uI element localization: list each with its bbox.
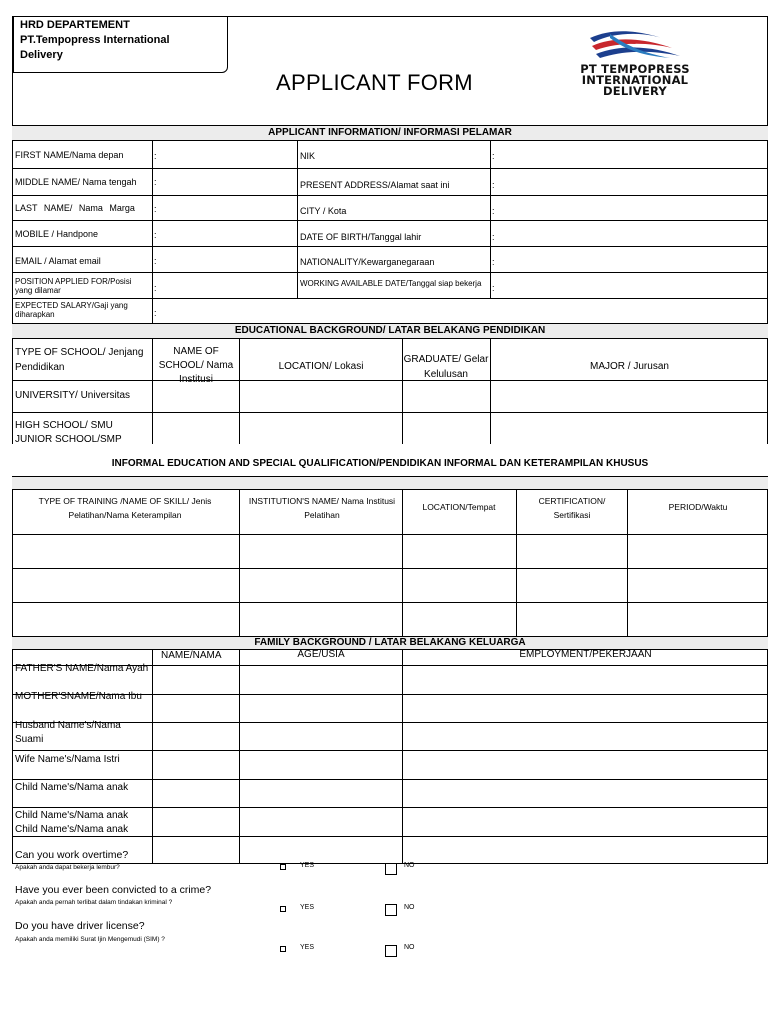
edu-header-location: LOCATION/ Lokasi [278,361,364,372]
family-header-name: NAME/NAMA [161,650,222,661]
family-row-child-3: Child Name's/Nama anak [15,824,129,835]
colon: : [492,232,495,242]
edu-row-university: UNIVERSITY/ Universitas [15,390,131,401]
colon: : [154,177,157,187]
license-yes-label: YES [300,944,315,951]
informal-header-institution: INSTITUTION'S NAME/ Nama Institusi Pelatihan [248,496,396,520]
working-available-date-label: WORKING AVAILABLE DATE/Tanggal siap bekerja [300,279,482,288]
question-crime: Have you ever been convicted to a crime? [15,884,212,896]
informal-section-title: INFORMAL EDUCATION AND SPECIAL QUALIFICATION/PENDIDIKAN INFORMAL DAN KETERAMPILAN KHUSUS [111,458,649,469]
edu-header-school-name: NAME OF SCHOOL/ Nama Institusi [158,346,234,385]
org-line-2: PT.Tempopress International [20,34,170,46]
colon: : [154,283,157,293]
overtime-yes-label: YES [300,862,315,869]
informal-header-training: TYPE OF TRAINING /NAME OF SKILL/ Jenis Pelatihan/Nama Keterampilan [38,496,212,520]
informal-section-band-shade [12,476,768,490]
family-row-wife: Wife Name's/Nama Istri [15,754,120,765]
position-applied-label: POSITION APPLIED FOR/Posisi yang dilamar [15,277,132,295]
colon: : [154,256,157,266]
colon: : [154,308,157,318]
first-name-label: FIRST NAME/Nama depan [15,150,124,160]
nik-label: NIK [300,151,316,161]
org-line-1: HRD DEPARTEMENT [20,19,130,31]
colon: : [492,257,495,267]
present-address-label: PRESENT ADDRESS/Alamat saat ini [300,180,450,190]
city-label: CITY / Kota [300,206,347,216]
family-row-child-1: Child Name's/Nama anak [15,782,129,793]
overtime-no-checkbox[interactable] [385,863,397,875]
overtime-yes-checkbox[interactable] [280,864,286,870]
edu-row-high-school: HIGH SCHOOL/ SMU [15,420,113,431]
page-title: APPLICANT FORM [276,70,473,95]
logo-line-1: PT TEMPOPRESS [580,62,690,76]
colon: : [492,180,495,190]
colon: : [492,283,495,293]
colon: : [492,151,495,161]
family-section-title: FAMILY BACKGROUND / LATAR BELAKANG KELUARGA [12,636,768,650]
colon: : [492,206,495,216]
family-row-mother: MOTHER'SNAME/Nama Ibu [15,691,142,702]
edu-header-graduate: GRADUATE/ Gelar Kelulusan [403,354,489,380]
overtime-no-label: NO [404,862,415,869]
date-of-birth-label: DATE OF BIRTH/Tanggal lahir [300,232,422,242]
education-section-title: EDUCATIONAL BACKGROUND/ LATAR BELAKANG PENDIDIKAN [12,323,768,339]
family-header-age: AGE/USIA [297,649,345,660]
edu-header-major: MAJOR / Jurusan [590,361,669,372]
family-row-father: FATHER'S NAME/Nama Ayah [15,663,149,674]
company-logo [552,26,718,98]
family-header-employment: EMPLOYMENT/PEKERJAAN [519,649,652,660]
crime-yes-checkbox[interactable] [280,906,286,912]
mobile-label: MOBILE / Handpone [15,229,99,239]
informal-header-certification: CERTIFICATION/ Sertifikasi [538,496,606,520]
applicant-section-title: APPLICANT INFORMATION/ INFORMASI PELAMAR [12,125,768,141]
informal-header-period: PERIOD/Waktu [668,502,728,512]
expected-salary-label: EXPECTED SALARY/Gaji yang diharapkan [15,301,128,319]
question-crime-sub: Apakah anda pernah terlibat dalam tindakan kriminal ? [15,899,173,906]
family-row-child-2: Child Name's/Nama anak [15,810,129,821]
nationality-label: NATIONALITY/Kewarganegaraan [300,257,435,267]
middle-name-label: MIDDLE NAME/ Nama tengah [15,177,137,187]
last-name-label: LAST NAME/ Nama Marga [15,203,135,213]
license-no-label: NO [404,944,415,951]
crime-no-label: NO [404,904,415,911]
logo-line-3: DELIVERY [603,84,667,98]
org-box [13,16,228,73]
edu-header-type: TYPE OF SCHOOL/ Jenjang Pendidikan [15,347,144,373]
question-overtime: Can you work overtime? [15,849,129,861]
question-driver-license-sub: Apakah anda memiliki Surat Ijin Mengemudi (SIM) ? [15,936,165,943]
question-driver-license: Do you have driver license? [15,920,145,932]
logo-swoosh-icon [552,26,718,66]
question-overtime-sub: Apakah anda dapat bekerja lembur? [15,864,120,871]
crime-yes-label: YES [300,904,315,911]
crime-no-checkbox[interactable] [385,904,397,916]
colon: : [154,204,157,214]
colon: : [154,151,157,161]
org-line-3: Delivery [20,49,63,61]
logo-line-2: INTERNATIONAL [581,73,689,87]
email-label: EMAIL / Alamat email [15,256,101,266]
edu-row-junior-school: JUNIOR SCHOOL/SMP [15,434,122,444]
family-row-husband: Husband Name's/Nama Suami [15,720,121,745]
license-no-checkbox[interactable] [385,945,397,957]
license-yes-checkbox[interactable] [280,946,286,952]
informal-header-location: LOCATION/Tempat [422,502,496,512]
colon: : [154,230,157,240]
